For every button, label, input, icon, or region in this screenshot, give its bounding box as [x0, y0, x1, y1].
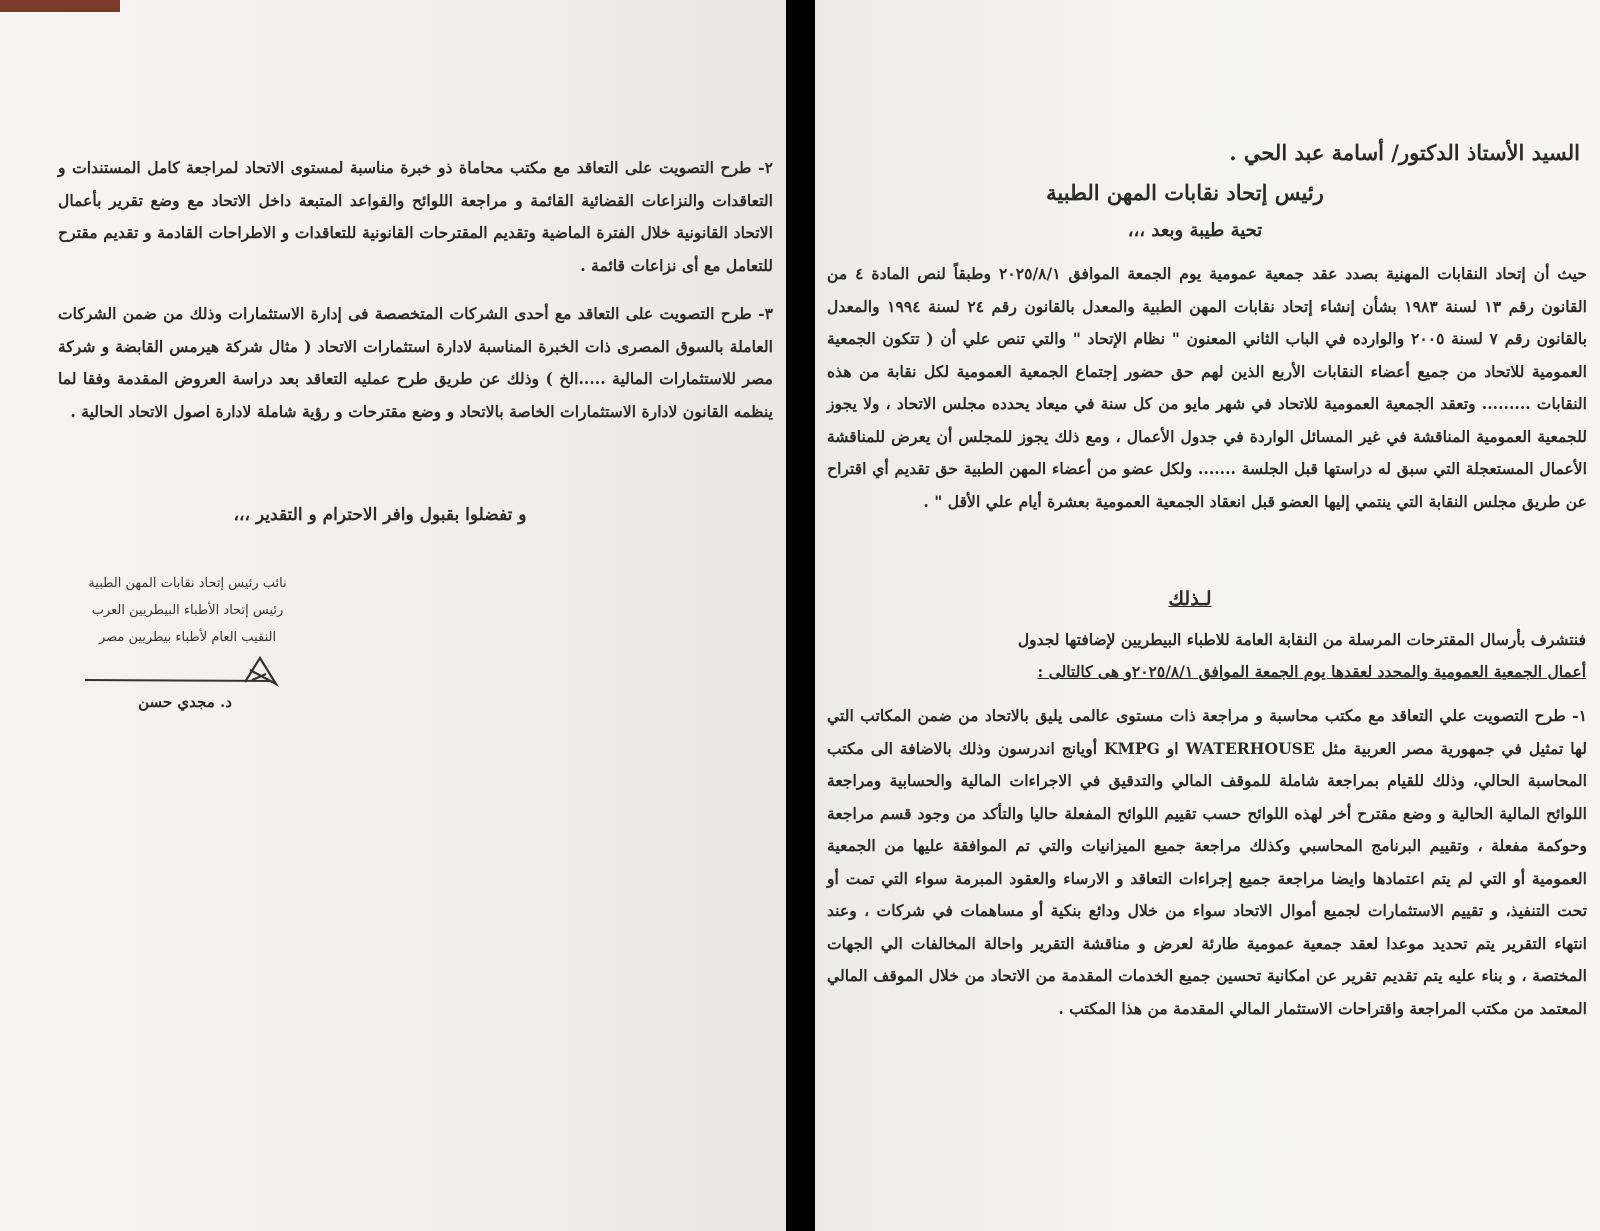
closing-line: و تفضلوا بقبول وافر الاحترام و التقدير ،،، [233, 505, 527, 525]
intro-line-2: أعمال الجمعية العمومية والمحدد لعقدها يوم الجمعة الموافق ٢٠٢٥/٨/١و هى كالتالى : [1037, 662, 1586, 681]
handwritten-signature [80, 650, 290, 695]
left-page [0, 0, 786, 1231]
intro-line-1: فنتشرف بأرسال المقترحات المرسلة من النقابة العامة للاطباء البيطريين لإضافتها لجدول [1017, 630, 1586, 649]
greeting: تحية طيبة وبعد ،،، [1127, 220, 1263, 241]
proposal-item-1: ١- طرح التصويت علي التعاقد مع مكتب محاسبة و مراجعة ذات مستوى عالمى يليق بالاتحاد من ضمن المكاتب التي لها تمثيل في جمهورية مصر العربية مثل WATERHOUSE او KMPG أويانج اندرسون وذلك بالاضافة الى مكتب المحاسبة الحالي، وذلك للقيام بمراجعة شاملة للموقف المالي والتدقيق في الاجراءات المالية والحسابية ومراجعة اللوائح المالية الحالية و وضع مقترح أخر لهذه اللوائح حسب تقييم اللوائح المفعلة حاليا والتأكد من وجود قسم مراجعة وحوكمة مفعلة ، وتقييم البرنامج المحاسبي وكذلك مراجعة جميع الميزانيات والتي تم الموافقة عليها من الجمعية العمومية أو التي لم يتم اعتمادها وايضا مراجعة جميع إجراءات التعاقد و الارساء والعقود المبرمة سواء التي تمت أو تحت التنفيذ، و تقييم الاستثمارات لجميع أموال الاتحاد سواء من خلال ودائع بنكية أو مساهمات في شركات ، وعند انتهاء التقرير يتم تحديد موعدا لعقد جمعية عمومية طارئة لعرض و مناقشة التقرير واحالة المخالفات الي الجهات المختصة ، و بناء عليه يتم تقديم تقرير عن امكانية تحسين جميع الخدمات المقدمة من الاتحاد من خلال الموقف المالي المعتمد من مكتب المراجعة واقتراحات الاستثمار المالي المقدمة من هذا المكتب . [827, 706, 1587, 1018]
page-corner-mark [0, 0, 120, 12]
signatory-name: د. مجدي حسن [138, 693, 232, 711]
signature-title-1: نائب رئيس إتحاد نقابات المهن الطبية [88, 576, 287, 591]
recipient-position: رئيس إتحاد نقابات المهن الطبية [1046, 180, 1324, 205]
signature-title-2: رئيس إتحاد الأطباء البيطريين العرب [91, 603, 284, 618]
letter-body: حيث أن إتحاد النقابات المهنية بصدد عقد جمعية عمومية يوم الجمعة الموافق ٢٠٢٥/٨/١ وطبقاً لنص المادة ٤ من القانون رقم ١٣ لسنة ١٩٨٣ بشأن إنشاء إتحاد نقابات المهن الطبية والمعدل بالقانون رقم ٢٤ لسنة ١٩٩٤ والمعدل بالقانون رقم ٧ لسنة ٢٠٠٥ والوارده في الباب الثاني المعنون " نظام الإتحاد " والتي تنص علي أن ( تتكون الجمعية العمومية للاتحاد من جميع أعضاء النقابات الأربع الذين لهم حق حضور إجتماع الجمعية العمومية لكل نقابة من هذه النقابات ......... وتعقد الجمعية العمومية للاتحاد في شهر مايو من كل سنة في ميعاد يحدده مجلس الاتحاد ، ولا يجوز للجمعية العمومية المناقشة في غير المسائل الواردة في جدول الأعمال ، ومع ذلك يجوز للمجلس أن يعرض للمناقشة الأعمال المستعجلة التي سبق له دراستها قبل الجلسة ....... ولكل عضو من أعضاء المهن الطبية حق تقديم أي اقتراح عن طريق مجلس النقابة التي ينتمي إليها العضو قبل انعقاد الجمعية العمومية بعشرة أيام علي الأقل " . [827, 264, 1587, 511]
salutation: السيد الأستاذ الدكتور/ أسامة عبد الحي . [1229, 140, 1580, 165]
signature-title-3: النقيب العام لأطباء بيطريين مصر [98, 630, 277, 645]
signature-block [55, 570, 320, 651]
proposal-item-2: ٢- طرح التصويت على التعاقد مع مكتب محاماة ذو خبرة مناسبة لمستوى الاتحاد لمراجعة كامل المستندات و التعاقدات والنزاعات القضائية القائمة و مراجعة اللوائح والقواعد المتبعة داخل الاتحاد مع وضع تقرير بأعمال الاتحاد القانونية خلال الفترة الماضية وتقديم المقترحات القانونية للتعاقدات و الاطراحات القادمة و تقديم مقترح للتعامل مع أى نزاعات قائمة . [58, 158, 773, 275]
right-page [815, 0, 1600, 1231]
therefore-heading: لـذلك [1168, 588, 1212, 610]
proposal-item-3: ٣- طرح التصويت على التعاقد مع أحدى الشركات المتخصصة فى إدارة الاستثمارات وذلك من ضمن الشركات العاملة بالسوق المصرى ذات الخبرة المناسبة لادارة استثمارات الاتحاد ( مثال شركة هيرمس القابضة و شركة مصر للاستثمارات المالية .....الخ ) وذلك عن طريق طرح عمليه التعاقد بعد دراسة العروض المقدمة وفقا لما ينظمه القانون لادارة الاستثمارات الخاصة بالاتحاد و وضع مقترحات و رؤية شاملة لادارة اصول الاتحاد الحالية . [58, 304, 773, 421]
